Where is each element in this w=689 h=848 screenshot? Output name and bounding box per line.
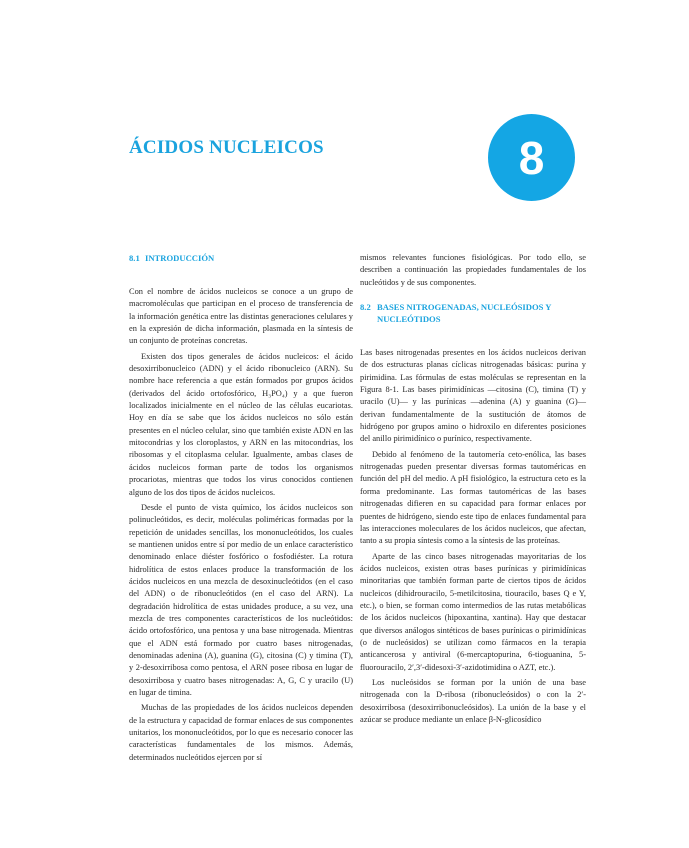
paragraph: Muchas de las propiedades de los ácidos nucleicos dependen de la estructura y capacidad de formar enlaces de sus componentes unitarios, los mononucleótidos, por lo que es necesario conocer las características fundamentales de los mismos. Además, determinados nucleótidos ejercen por sí <box>129 703 353 762</box>
paragraph: Aparte de las cinco bases nitrogenadas mayoritarias de los ácidos nucleicos, existen otras bases purínicas y pirimidínicas minoritarias que también forman parte de ciertos tipos de ácidos nucleicos (dihidrouracilo, 5-metilcitosina, tiouracilo, bases Q e Y, etc.), o bien, se forman como intermedios de las rutas metabólicas de los ácidos nucleicos (hipoxantina, xantina). Hay que destacar que diversos análogos sintéticos de bases purínicas o pirimidínicas (o de nucleósidos) se utilizan como fármacos en la terapia anticancerosa y antiviral (6-mercaptopurina, 6-tioguanina, 5-fluorouracilo, 2′,3′-didesoxi-3′-azidotimidina o AZT, etc.). <box>360 551 586 672</box>
paragraph: Con el nombre de ácidos nucleicos se conoce a un grupo de macromoléculas que participan en el proceso de transferencia de la información genética entre las distintas generaciones celulares y en la expresión de dicha información, plasmada en la síntesis de un conjunto de proteínas concretas. <box>129 287 353 346</box>
section-title: BASES NITROGENADAS, NUCLEÓSIDOS Y NUCLEÓTIDOS <box>377 302 552 325</box>
section-heading-introduccion <box>129 252 353 264</box>
section-number: 8.1 <box>129 253 140 263</box>
section-heading-bases-nitrogenadas <box>360 301 586 325</box>
paragraph: Debido al fenómeno de la tautomería ceto-enólica, las bases nitrogenadas pueden presentar diversas formas tautoméricas en función del pH del medio. A pH fisiológico, la estructura ceto es la forma predominante. Las formas tautoméricas de las bases nitrogenadas difieren en su capacidad para formar enlaces por puentes de hidrógeno, siendo este tipo de enlaces fundamental para las interacciones moleculares de los ácidos nucleicos, que afectan, tanto a su propia síntesis como a la síntesis de las proteínas. <box>360 449 586 546</box>
section-number: 8.2 <box>360 302 371 313</box>
paragraph-continued: mismos relevantes funciones fisiológicas. Por todo ello, se describen a continuación las propiedades fundamentales de los nucleótidos y de sus componentes. <box>360 253 586 287</box>
right-column <box>360 252 586 726</box>
left-column <box>129 252 353 764</box>
chapter-title: ÁCIDOS NUCLEICOS <box>129 137 324 158</box>
paragraph: Los nucleósidos se forman por la unión de una base nitrogenada con la D-ribosa (ribonucleósidos) o con la 2′-desoxirribosa (desoxirribonucleósidos). La unión de la base y el azúcar se produce mediante un enlace β-N-glicosídico <box>360 677 586 724</box>
section-title: INTRODUCCIÓN <box>145 253 215 263</box>
chapter-number-badge: 8 <box>488 114 575 201</box>
paragraph: Las bases nitrogenadas presentes en los ácidos nucleicos derivan de dos estructuras planas cíclicas nitrogenadas básicas: purina y pirimidina. Las fórmulas de estas moléculas se representan en la Figura 8-1. Las bases pirimidínicas —citosina (C), timina (T) y uracilo (U)— y las purínicas —adenina (A) y guanina (G)— derivan fundamentalmente de la sustitución de átomos de hidrógeno por grupos amino o hidroxilo en diferentes posiciones del anillo pirimidínico o purínico, respectivamente. <box>360 348 586 444</box>
paragraph: Desde el punto de vista químico, los ácidos nucleicos son polinucleótidos, es decir, moléculas poliméricas formadas por la repetición de unidades sencillas, los mononucleótidos, los cuales se mantienen unidos entre sí por medio de un enlace característico denominado enlace diéster fosfórico o fosfodiéster. La rotura hidrolítica de estos enlaces produce la transformación de los ácidos nucleicos en una mezcla de desoxinucleótidos (en el caso del ADN) o de ribonucleótidos (en el caso del ARN). La degradación hidrolítica de estas unidades produce, a su vez, una mezcla de tres componentes característicos de los nucleótidos: ácido ortofosfórico, una pentosa y una base nitrogenada. Mientras que el ADN está formado por cuatro bases nitrogenadas, denominadas adenina (A), guanina (G), citosina (C) y timina (T), y 2-desoxirribosa como pentosa, el ARN posee ribosa en lugar de desoxirribosa y cuatro bases nitrogenadas: A, G, C y uracilo (U) en lugar de timina. <box>129 502 353 697</box>
paragraph: Existen dos tipos generales de ácidos nucleicos: el ácido desoxirribonucleico (ADN) y el ácido ribonucleico (ARN). Su nombre hace referencia a que están formados por grupos ácidos (derivados del ácido ortofosfórico, H₃PO₄) y a que fueron localizados inicialmente en el núcleo de las células eucariotas. Hoy en día se sabe que los ácidos nucleicos no sólo están presentes en el núcleo celular, sino que también existe ADN en las mitocondrias y los cloroplastos, y ARN en las mitocondrias, los ribosomas y el citoplasma celular. Igualmente, ambas clases de ácidos nucleicos forman parte de todos los organismos procariotas, mientras que todos los virus conocidos contienen alguno de los dos tipos de ácidos nucleicos. <box>129 351 353 497</box>
